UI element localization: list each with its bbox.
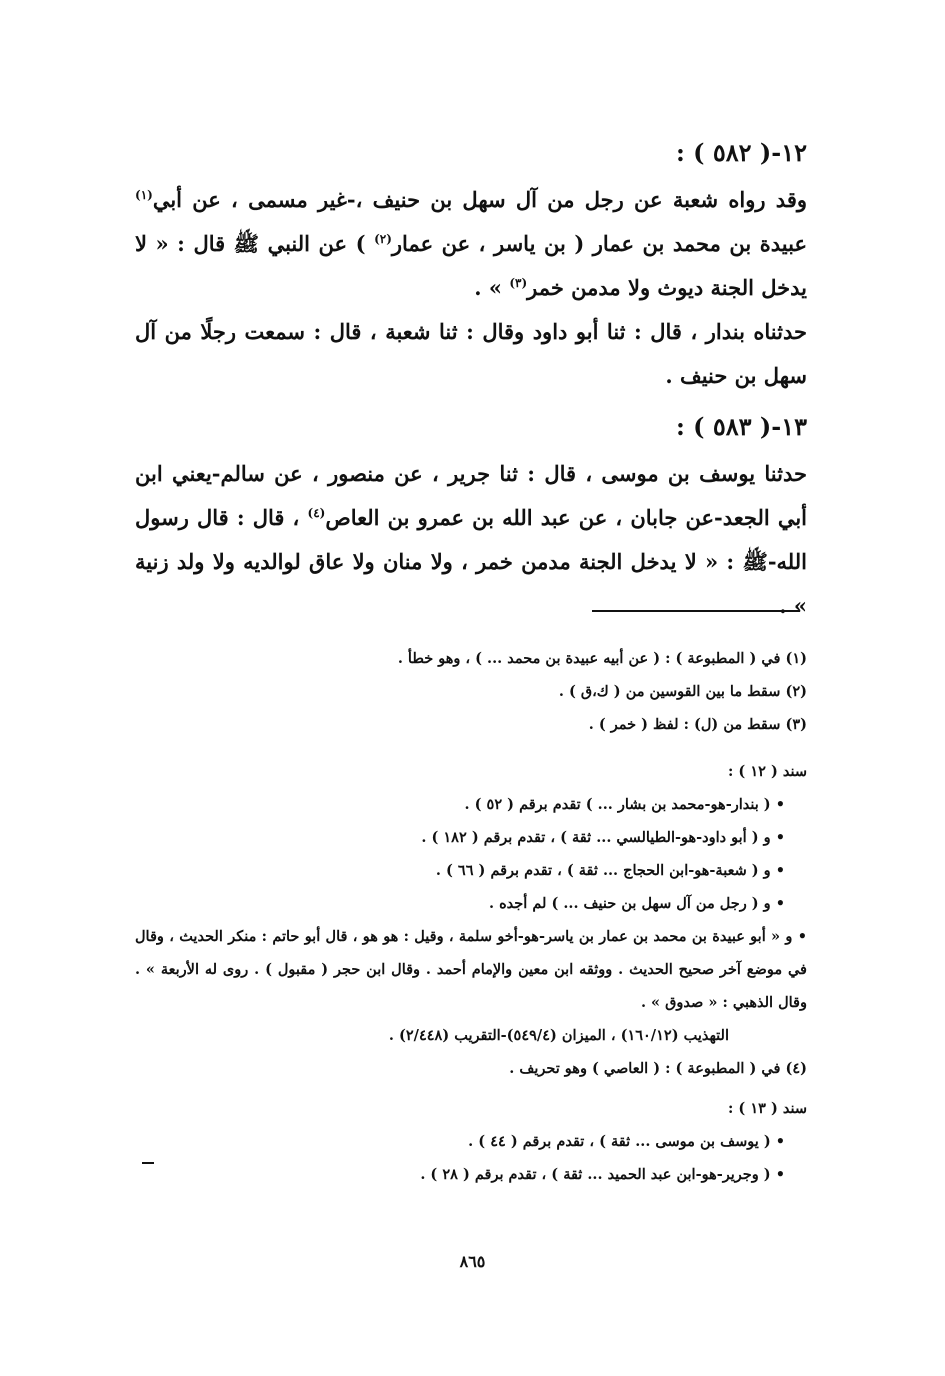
footnote-2: (٢) سقط ما بين القوسين من ( ك،ق ) .	[558, 683, 807, 700]
footnote-divider	[592, 610, 800, 612]
sanad-12-item-3: • و ( شعبة-هو-ابن الحجاج ... ثقة ) ، تقدم برقم ( ٦٦ ) .	[435, 862, 785, 879]
footnote-ref-1: (١)	[135, 188, 153, 202]
sanad-12-item-2: • و ( أبو داود-هو-الطيالسي ... ثقة ) ، تقدم برقم ( ١٨٢ ) .	[421, 829, 785, 846]
hadith-13-text-part2: ، قال : قال رسول الله-ﷺ : « لا يدخل الجنة مدمن خمر ، ولا منان ولا عاق لوالديه ولا ولد زنية » .	[135, 505, 807, 618]
hadith-12-text	[135, 178, 807, 310]
sanad-12-references: التهذيب (١٦٠/١٢) ، الميزان (٥٤٩/٤)-التقريب (٢/٤٤٨) .	[388, 1027, 729, 1044]
hadith-13-text-part1: حدثنا يوسف بن موسى ، قال : ثنا جرير ، عن منصور ، عن سالم-يعني ابن أبي الجعد-عن جابان ، عن عبد الله بن عمرو بن العاص	[135, 461, 808, 530]
sanad-13-title: سند ( ١٣ ) :	[728, 1100, 807, 1117]
sanad-12-item-4: • و ( رجل من آل سهل بن حنيف ... ) لم أجده .	[488, 895, 785, 912]
hadith-12-text-part4: » .	[474, 275, 503, 300]
footnote-ref-2: (٢)	[374, 232, 392, 246]
footnote-ref-4: (٤)	[307, 506, 326, 520]
margin-dash-mark	[142, 1162, 154, 1164]
footnote-3: (٣) سقط من (ل) : لفظ ( خمر ) .	[588, 716, 807, 733]
footnote-ref-3: (٣)	[509, 276, 528, 290]
footnote-1: (١) في ( المطبوعة ) : ( عن أبيه عبيدة بن محمد ... ) ، وهو خطأ .	[397, 650, 807, 667]
hadith-12-text-part3: ) عن النبي ﷺ قال : « لا يدخل الجنة ديوث ولا مدمن خمر	[135, 231, 807, 300]
sanad-13-item-1: • ( يوسف بن موسى ... ثقة ) ، تقدم برقم ( ٤٤ ) .	[468, 1133, 785, 1150]
hadith-13-text	[135, 452, 807, 628]
hadith-12-chain: حدثناه بندار ، قال : ثنا أبو داود وقال : ثنا شعبة ، قال : سمعت رجلًا من آل سهل بن حنيف .	[135, 319, 807, 388]
sanad-12-item-1: • ( بندار-هو-محمد بن بشار ... ) تقدم برقم ( ٥٢ ) .	[464, 796, 785, 813]
footnote-4: (٤) في ( المطبوعة ) : ( العاصي ) وهو تحريف .	[509, 1060, 807, 1077]
hadith-12-text-part2: عبيدة بن محمد بن عمار ( بن ياسر ، عن عمار	[391, 231, 807, 256]
hadith-12-text-part1: وقد رواه شعبة عن رجل من آل سهل بن حنيف ،-غير مسمى ، عن أبي	[152, 187, 807, 212]
page-number: ٨٦٥	[459, 1252, 486, 1271]
hadith-13-heading: ١٣-( ٥٨٣ ) :	[675, 412, 807, 441]
sanad-12-title: سند ( ١٢ ) :	[728, 763, 807, 780]
sanad-12-item-5: • و « أبو عبيدة بن محمد بن عمار بن ياسر-هو-أخو سلمة ، وقيل : هو هو ، قال أبو حاتم : منكر الحديث ، وقال في موضع آخر صحيح الحديث . ووثقه ابن معين والإمام أحمد . وقال ابن حجر ( مقبول ) . روى له الأربعة » . وقال الذهبي : « صدوق » .	[135, 928, 807, 1011]
hadith-12-heading: ١٢-( ٥٨٢ ) :	[675, 138, 807, 167]
sanad-13-item-2: • ( وجرير-هو-ابن عبد الحميد ... ثقة ) ، تقدم برقم ( ٢٨ ) .	[420, 1166, 785, 1183]
